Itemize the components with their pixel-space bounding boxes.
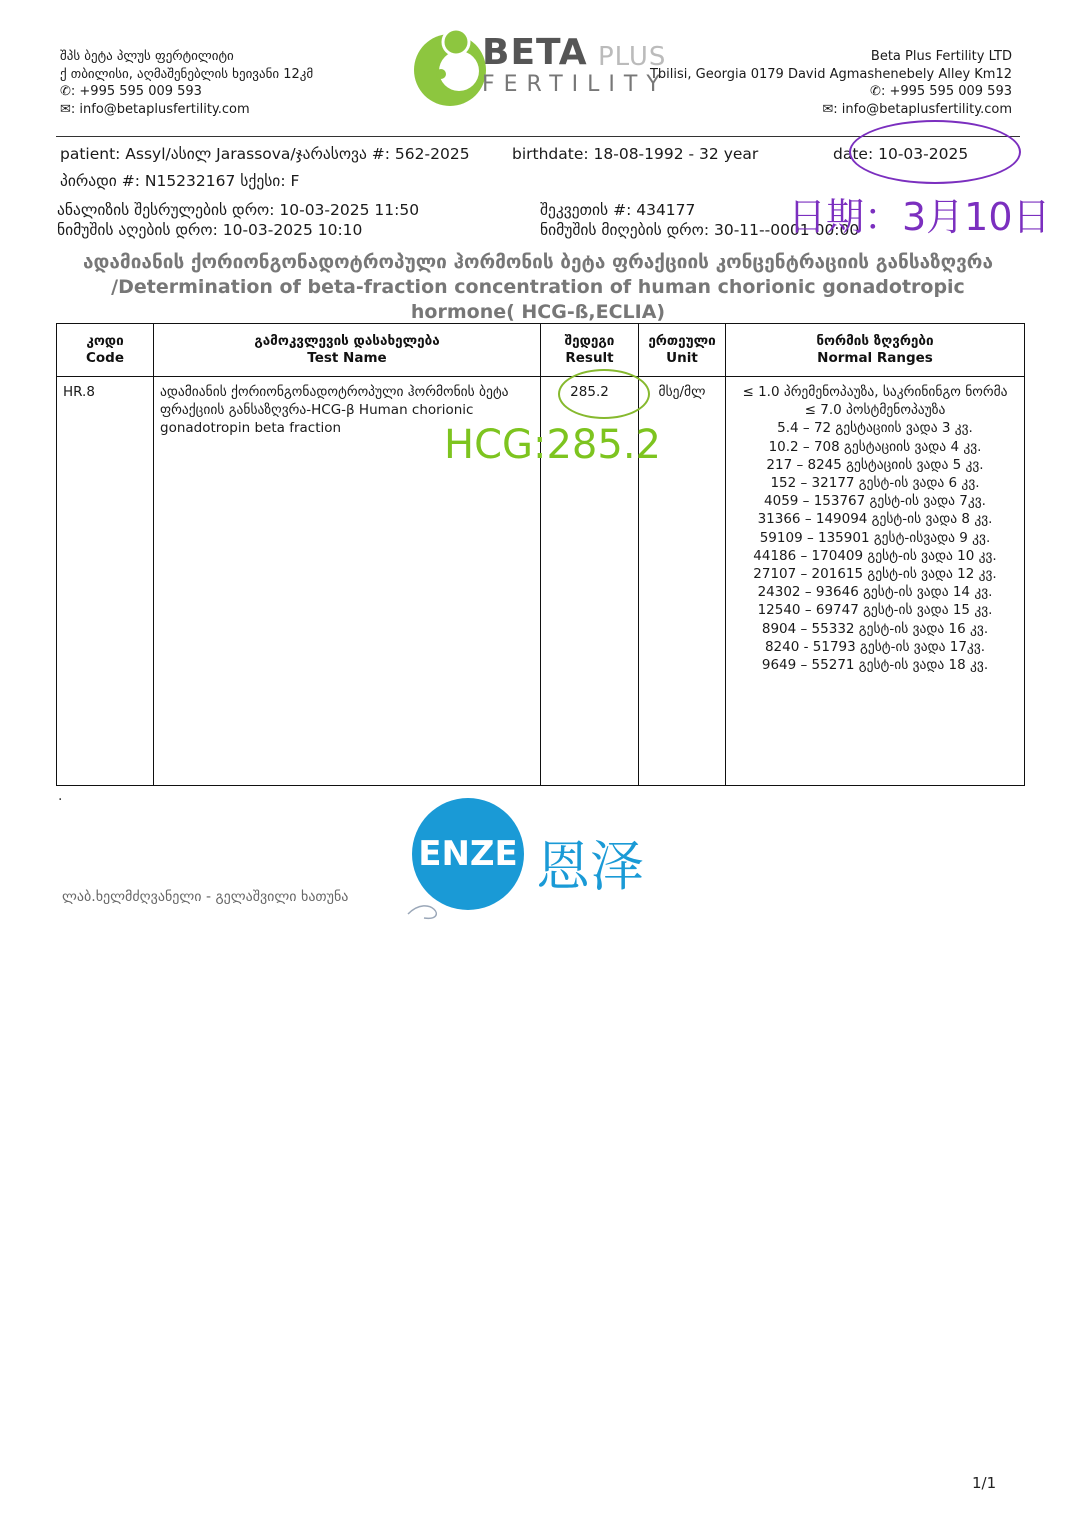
range-item: ≤ 7.0 პოსტმენოპაუზა [804, 402, 946, 419]
sample-time: ნიმუშის აღების დრო: 10-03-2025 10:10 [57, 221, 363, 239]
header-name-en: Test Name [307, 350, 387, 366]
table-header-row [57, 324, 1025, 377]
patient-birthdate: birthdate: 18-08-1992 - 32 year [512, 145, 759, 163]
header-code-ka: კოდი [86, 333, 124, 349]
header-right-line: Beta Plus Fertility LTD [870, 49, 1012, 64]
row-code: HR.8 [57, 377, 154, 786]
footer-dot: . [58, 788, 63, 804]
page-number: 1/1 [972, 1474, 997, 1492]
title-line-en: /Determination of beta-fraction concentration of human chorionic gonadotropic [111, 276, 965, 298]
enze-text: ENZE [418, 834, 518, 874]
range-item: 24302 – 93646 გესტ-ის ვადა 14 კვ. [757, 584, 993, 601]
header-left-line: ✉: info@betaplusfertility.com [60, 101, 250, 117]
header-range-ka: ნორმის ზღვრები [816, 333, 934, 349]
header-right-line: Tbilisi, Georgia 0179 David Agmashenebely Alley Km12 [649, 66, 1012, 82]
hcg-annotation: HCG:285.2 [444, 422, 661, 468]
range-item: 8904 – 55332 გესტ-ის ვადა 16 კვ. [761, 620, 989, 637]
row-unit: მსე/მლ [639, 377, 726, 786]
header-unit-en: Unit [666, 350, 698, 366]
report-date: date: 10-03-2025 [833, 145, 969, 163]
logo-word: BETA [482, 32, 588, 73]
range-item: ≤ 1.0 პრემენოპაუზა, საკრინინგო ნორმა [742, 384, 1008, 400]
header-result-en: Result [565, 350, 614, 366]
header-normal-ranges [726, 324, 1025, 377]
beta-plus-logo [410, 24, 680, 108]
range-item: 5.4 – 72 გესტაციის ვადა 3 კვ. [777, 420, 973, 437]
row-test-name: ადამიანის ქორიონგონადოტროპული ჰორმონის ბეტა ფრაქციის განსაზღვრა-HCG-β Human chorionic gonadotropin beta fraction [154, 377, 541, 786]
range-item: 9649 – 55271 გესტ-ის ვადა 18 კვ. [761, 657, 989, 674]
test-title [56, 250, 1020, 325]
range-item: 10.2 – 708 გესტაციის ვადა 4 კვ. [768, 438, 982, 455]
range-item: 59109 – 135901 გესტ-ისვადა 9 კვ. [759, 529, 991, 546]
header-left-line: შპს ბეტა პლუს ფერტილიტი [60, 49, 234, 64]
logo-fertility: FERTILITY [482, 72, 669, 97]
order-number: შეკვეთის #: 434177 [540, 201, 696, 219]
logo-plus: PLUS [598, 42, 667, 72]
header-left-line: ქ თბილისი, აღმაშენებლის ხეივანი 12კმ [60, 66, 314, 82]
analysis-time: ანალიზის შესრულების დრო: 10-03-2025 11:50 [57, 201, 420, 219]
header-result [541, 324, 639, 377]
date-annotation: 日期：3月10日 [788, 195, 1051, 239]
timing-left [57, 200, 419, 240]
range-item: 152 – 32177 გესტ-ის ვადა 6 კვ. [770, 475, 980, 492]
header-unit-ka: ერთეული [648, 333, 716, 349]
range-item: 8240 - 51793 გესტ-ის ვადა 17კვ. [764, 638, 986, 655]
clinic-address-en [650, 48, 1012, 118]
header-unit [639, 324, 726, 377]
range-item: 4059 – 153767 გესტ-ის ვადა 7კვ. [764, 493, 986, 510]
enze-chinese: 恩泽 [536, 835, 644, 898]
patient-name: patient: Assyl/ასილ Jarassova/ჯარასოვა #: 562-2025 [60, 145, 470, 163]
lab-head-signature: ლაბ.ხელმძღვანელი - გელაშვილი ხათუნა [62, 889, 349, 905]
header-right-line: ✉: info@betaplusfertility.com [822, 101, 1012, 117]
header-test-name [154, 324, 541, 377]
logo-mark-icon [410, 24, 490, 108]
title-line-en-2: hormone( HCG-ß,ECLIA) [410, 301, 666, 323]
result-highlight-oval [558, 369, 650, 419]
receipt-time: ნიმუშის მიღების დრო: 30-11--0001 00:00 [540, 221, 860, 239]
clinic-address-ka [60, 48, 313, 118]
range-item: 217 – 8245 გესტაციის ვადა 5 კვ. [766, 456, 984, 473]
header-result-ka: შედეგი [564, 333, 615, 349]
header-code-en: Code [85, 350, 124, 366]
date-highlight-oval [849, 120, 1021, 184]
results-table [56, 323, 1025, 786]
header-left-line: ✆: +995 595 009 593 [60, 84, 202, 99]
header-range-en: Normal Ranges [817, 350, 933, 366]
patient-id: პირადი #: N15232167 სქესი: F [60, 172, 300, 190]
range-item: 12540 – 69747 გესტ-ის ვადა 15 კვ. [757, 602, 993, 619]
row-normal-ranges [726, 377, 1025, 786]
range-item: 31366 – 149094 გესტ-ის ვადა 8 კვ. [757, 511, 993, 528]
row-result: 285.2 [541, 377, 639, 786]
header-code [57, 324, 154, 377]
header-right-line: ✆: +995 595 009 593 [870, 84, 1012, 99]
range-item: 44186 – 170409 გესტ-ის ვადა 10 კვ. [753, 547, 997, 564]
header-name-ka: გამოკვლევის დასახელება [254, 333, 440, 349]
enze-watermark-logo [400, 796, 670, 926]
range-item: 27107 – 201615 გესტ-ის ვადა 12 კვ. [753, 566, 997, 583]
title-line-ka: ადამიანის ქორიონგონადოტროპული ჰორმონის ბეტა ფრაქციის კონცენტრაციის განსაზღვრა [83, 251, 993, 273]
